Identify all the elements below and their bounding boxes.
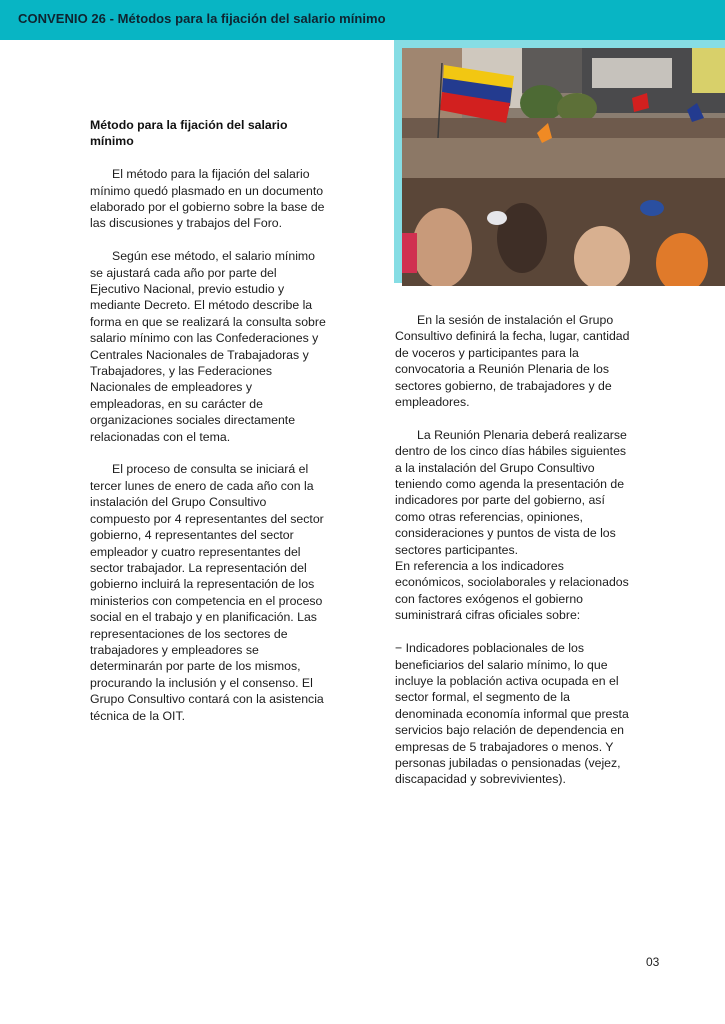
page-number: 03 [646,955,660,969]
paragraph: Según ese método, el salario mínimo se ajustará cada año por parte del Ejecutivo Nacional, previo estudio y mediante Decreto. El método describe la forma en que se realizará la consulta sobre salario mínimo con las Confederaciones y Centrales Nacionales de Trabajadoras y Trabajadores, y las Federaciones Nacionales de empleadores y empleadoras, en su carácter de organizaciones sociales directamente relacionadas con el tema. [90,249,326,444]
bullet-paragraph: − Indicadores poblacionales de los beneficiarios del salario mínimo, lo que incluye la población activa ocupada en el sector formal, el segmento de la denominada economía informal que presta servicios bajo relación de dependencia en empresas de 5 trabajadores o menos. Y personas jubiladas o pensionadas (vejez, discapacidad y sobrevivientes). [395,641,629,787]
document-title: CONVENIO 26 - Métodos para la fijación del salario mínimo [18,11,386,26]
header-bar [0,0,725,40]
paragraph: El método para la fijación del salario mínimo quedó plasmado en un documento elaborado por el gobierno sobre la base de las discusiones y trabajos del Foro. [90,167,325,231]
crowd-photo-illustration [402,48,725,286]
paragraph: La Reunión Plenaria deberá realizarse dentro de los cinco días hábiles siguientes a la instalación del Grupo Consultivo teniendo como agenda la presentación de indicadores por parte del gobierno, así como otras referencias, opiniones, consideraciones y puntos de vista de los sectores participantes. [395,427,627,557]
crowd-photo [402,48,725,286]
right-column [395,312,631,804]
paragraph: En referencia a los indicadores económicos, sociolaborales y relacionados con factores exógenos el gobierno suministrará cifras oficiales sobre: [395,559,629,623]
paragraph: El proceso de consulta se iniciará el tercer lunes de enero de cada año con la instalación del Grupo Consultivo compuesto por 4 representantes del sector gobierno, 4 representantes del sector empleador y cuatro representantes del sector trabajador. La representación del gobierno incluirá la representación de los ministerios con competencia en el proceso social en el trabajo y en planificación. Las representaciones de los sectores de trabajadores y empleadores se determinarán por parte de los mismos, procurando la inclusión y el consenso. El Grupo Consultivo contará con la asistencia técnica de la OIT. [90,462,324,723]
section-heading: Método para la fijación del salario mínimo [90,118,288,149]
left-column [90,117,326,740]
paragraph: En la sesión de instalación el Grupo Consultivo definirá la fecha, lugar, cantidad de voceros y participantes para la convocatoria a Reunión Plenaria de los sectores gobierno, de trabajadores y de empleadores. [395,313,630,410]
